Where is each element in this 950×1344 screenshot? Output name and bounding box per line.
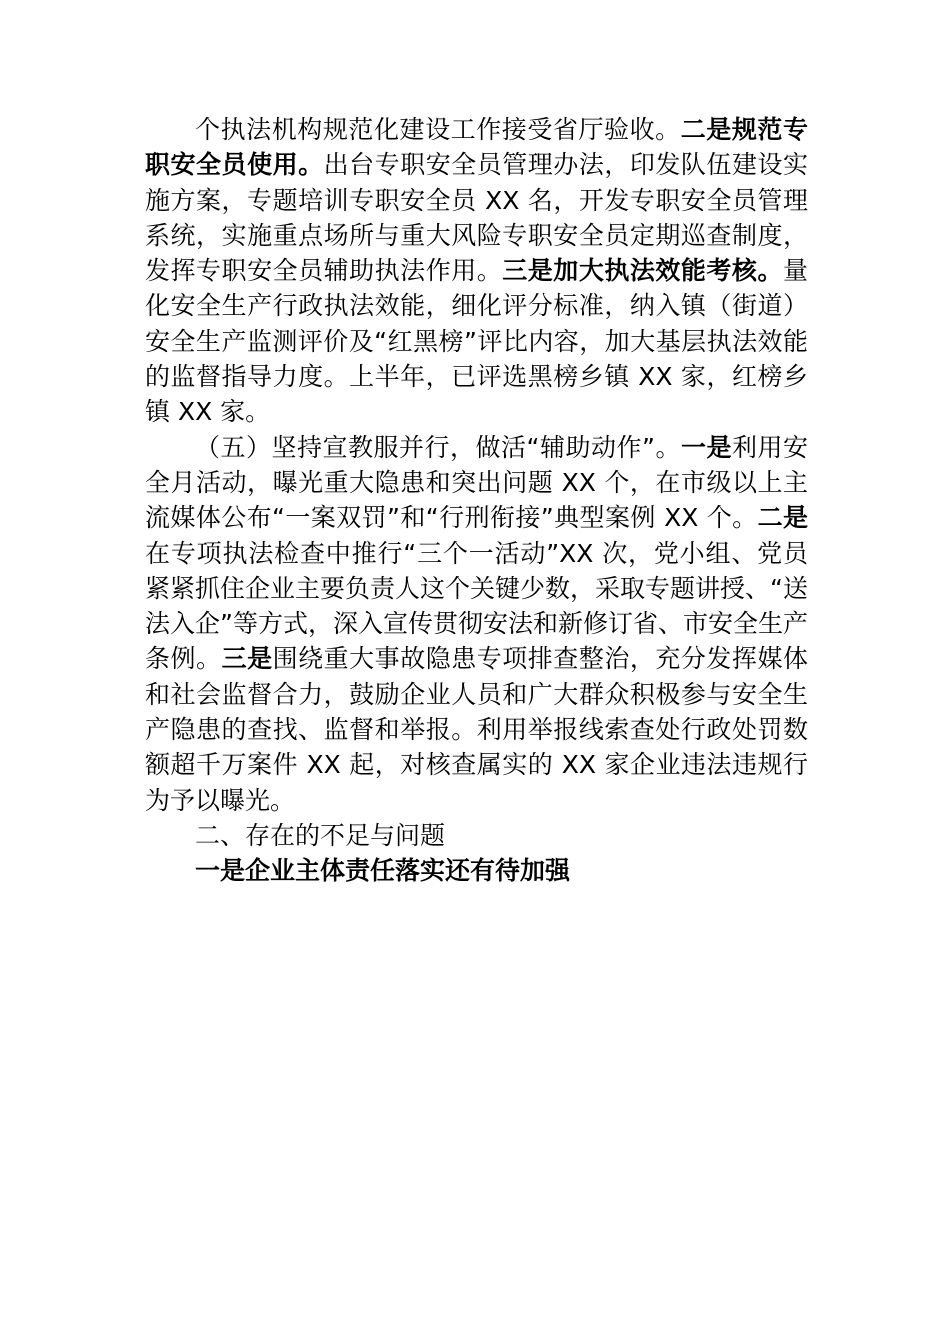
text-run: 个执法机构规范化建设工作接受省厅验收。 (195, 115, 681, 144)
paragraph-2 (145, 430, 808, 818)
text-run-bold: 一是 (680, 432, 732, 462)
section-heading: 二、存在的不足与问题 (195, 820, 446, 850)
sub-heading: 一是企业主体责任落实还有待加强 (195, 856, 571, 886)
text-run-bold: 三是加大执法效能考核。 (502, 256, 783, 286)
text-run: 利用安全月活动，曝光重大隐患和突出问题 XX 个，在市级以上主流媒体公布“一案双罚”和“行刑衔接”典型案例 XX 个。 (145, 432, 808, 533)
paragraph-1 (145, 112, 808, 430)
text-run: 在专项执法检查中推行“三个一活动”XX 次，党小组、党员紧紧抓住企业主要负责人这个关键少数，采取专题讲授、“送法入企”等方式，深入宣传贯彻安法和新修订省、市安全生产条例。 (145, 538, 808, 674)
text-run: 出台专职安全员管理办法，印发队伍建设实施方案，专题培训专职安全员 XX 名，开发专职安全员管理系统，实施重点场所与重大风险专职安全员定期巡查制度，发挥专职安全员辅助执法作用。 (145, 150, 808, 286)
text-run: （五）坚持宣教服并行，做活“辅助动作”。 (195, 432, 681, 462)
text-run-bold: 二是 (757, 503, 808, 533)
text-run: 围绕重大事故隐患专项排查整治，充分发挥媒体和社会监督合力，鼓励企业人员和广大群众积极参与安全生产隐患的查找、监督和举报。利用举报线索查处行政处罚数额超千万案件 XX 起，对核查属实的 XX 家企业违法违规行为予以曝光。 (145, 644, 808, 815)
text-run: 量化安全生产行政执法效能，细化评分标准，纳入镇（街道）安全生产监测评价及“红黑榜”评比内容，加大基层执法效能的监督指导力度。上半年，已评选黑榜乡镇 XX 家，红榜乡镇 XX 家。 (145, 256, 808, 427)
text-run-bold: 三是 (221, 644, 273, 674)
document-body (145, 112, 808, 889)
text-run-bold: 二是规范专职安全员使用。 (145, 115, 808, 180)
